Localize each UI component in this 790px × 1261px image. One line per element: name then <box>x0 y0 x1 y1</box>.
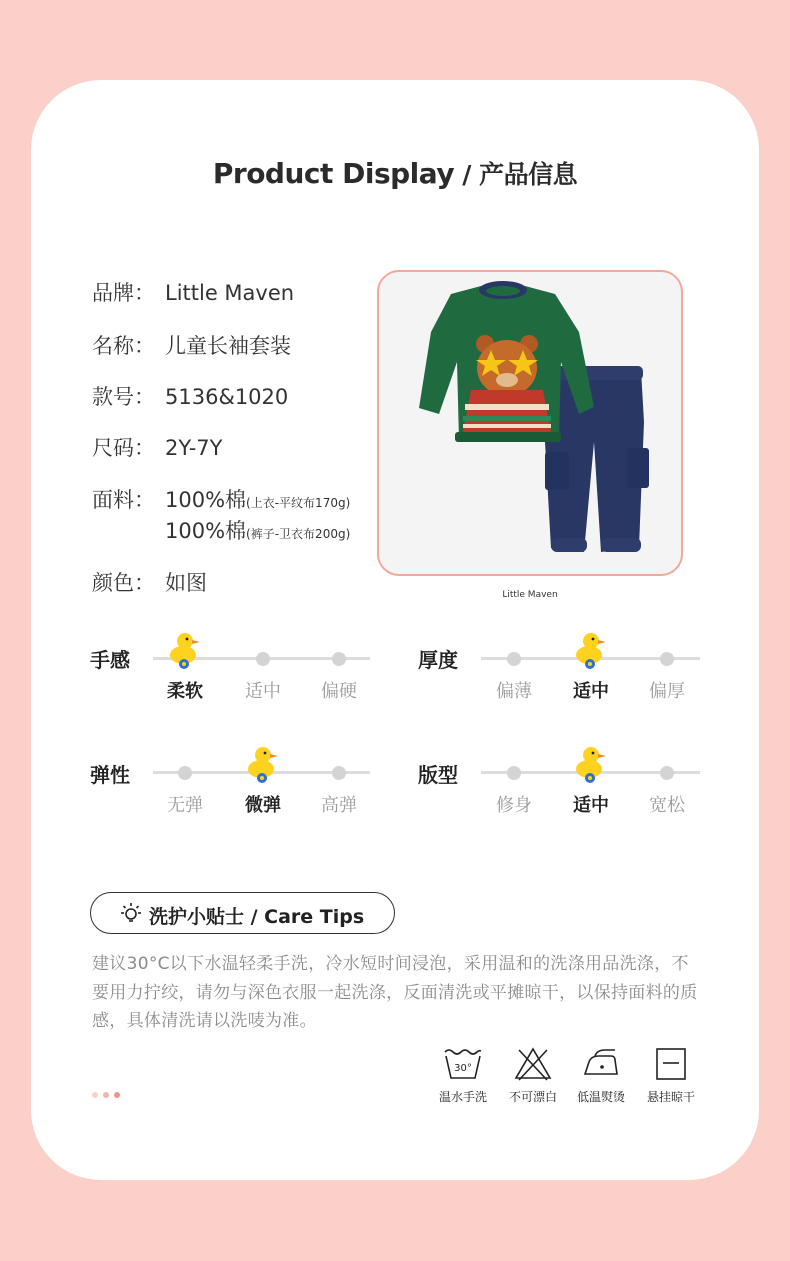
scale-option: 无弹 <box>167 795 203 816</box>
wash-temperature: 30° <box>454 1063 472 1074</box>
title-chinese: 产品信息 <box>479 160 578 189</box>
low-iron-icon <box>581 1046 621 1082</box>
hang-dry-icon <box>651 1046 691 1082</box>
scale-option: 偏厚 <box>649 681 685 702</box>
page-dot-1 <box>92 1092 98 1098</box>
info-key: 款号： <box>92 385 155 409</box>
info-note: (裤子-卫衣布200g) <box>246 527 351 541</box>
scale-dot <box>660 652 674 666</box>
scale-label: 弹性 <box>90 763 130 787</box>
scale-dot <box>332 652 346 666</box>
scale-option: 适中 <box>573 681 609 702</box>
title-separator: / <box>454 160 480 189</box>
care-instructions: 建议30°C以下水温轻柔手洗，冷水短时间浸泡，采用温和的洗涤用品洗涤，不要用力拧绞，请勿与深色衣服一起洗涤，反面清洗或平摊晾干，以保持面料的质感，具体清洗请以洗唛为准。 <box>92 954 698 1031</box>
outfit-illustration <box>379 272 681 574</box>
info-key: 颜色： <box>92 571 155 595</box>
scale-dot <box>178 766 192 780</box>
info-row-brand <box>92 277 294 307</box>
info-row-fabric-2 <box>92 515 350 545</box>
info-value: 5136&1020 <box>165 385 289 409</box>
info-value: 儿童长袖套装 <box>165 334 291 358</box>
info-value: 如图 <box>165 571 207 595</box>
info-key: 品牌： <box>92 281 155 305</box>
no-bleach-label: 不可漂白 <box>508 1090 557 1104</box>
scale-option: 偏薄 <box>496 681 532 702</box>
info-value: Little Maven <box>165 281 295 305</box>
lightbulb-icon <box>119 902 143 926</box>
info-value: 2Y-7Y <box>165 436 223 460</box>
low-iron-label: 低温熨烫 <box>576 1090 625 1104</box>
scale-dot <box>332 766 346 780</box>
scale-dot <box>660 766 674 780</box>
hang-dry-label: 悬挂晾干 <box>646 1090 695 1104</box>
info-row-name <box>92 330 291 360</box>
wash-30-icon <box>443 1046 483 1082</box>
scale-option: 适中 <box>245 681 281 702</box>
scale-option: 宽松 <box>649 795 685 816</box>
duck-marker-icon <box>574 746 608 784</box>
page-dot-3 <box>114 1092 120 1098</box>
scale-dot <box>507 766 521 780</box>
scale-label: 厚度 <box>418 648 458 672</box>
info-value: 100%棉 <box>165 519 247 543</box>
scale-option: 修身 <box>496 795 532 816</box>
care-tips-label: 洗护小贴士 / Care Tips <box>149 906 365 928</box>
page-dot-2 <box>103 1092 109 1098</box>
info-value: 100%棉 <box>165 488 247 512</box>
scale-option: 柔软 <box>167 681 203 702</box>
duck-marker-icon <box>246 746 280 784</box>
duck-marker-icon <box>168 632 202 670</box>
page-title <box>0 155 790 191</box>
title-english: Product Display <box>212 157 455 190</box>
info-row-color <box>92 567 207 597</box>
scale-option: 微弹 <box>245 795 281 816</box>
info-key: 尺码： <box>92 436 155 460</box>
scale-option: 偏硬 <box>321 681 357 702</box>
scale-dot <box>507 652 521 666</box>
scale-option: 适中 <box>573 795 609 816</box>
scale-label: 版型 <box>418 763 458 787</box>
scale-option: 高弹 <box>321 795 357 816</box>
info-row-style-number <box>92 381 288 411</box>
product-photo <box>377 270 683 576</box>
info-key: 名称： <box>92 334 155 358</box>
wash-label: 温水手洗 <box>438 1090 487 1104</box>
no-bleach-icon <box>513 1046 553 1082</box>
scale-dot <box>256 652 270 666</box>
info-key: 面料： <box>92 488 155 512</box>
info-row-fabric <box>92 484 350 514</box>
info-note: (上衣-平纹布170g) <box>246 496 351 510</box>
photo-caption: Little Maven <box>502 590 558 600</box>
info-row-size <box>92 432 222 462</box>
care-tips-pill <box>90 892 395 934</box>
scale-label: 手感 <box>90 648 130 672</box>
duck-marker-icon <box>574 632 608 670</box>
